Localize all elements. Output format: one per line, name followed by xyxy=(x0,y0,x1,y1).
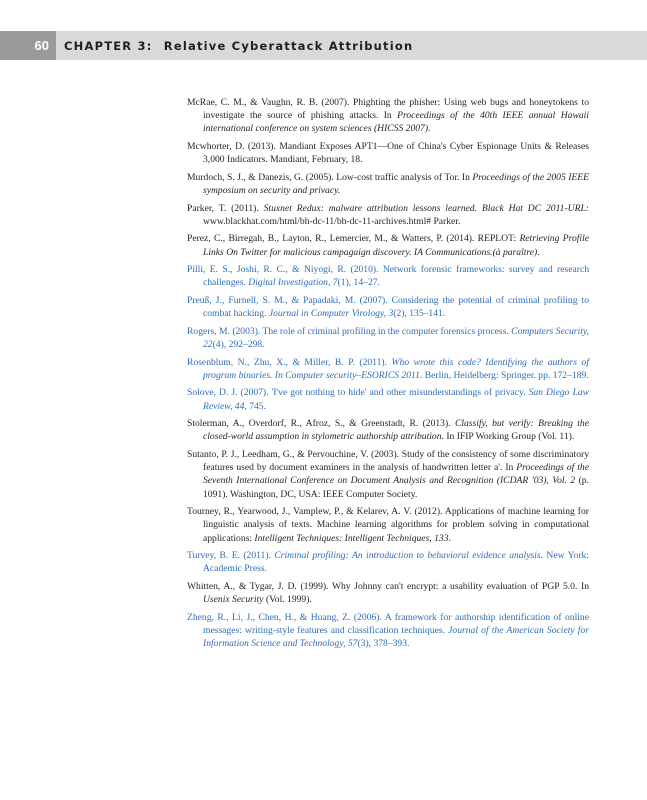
reference-solove[interactable]: Solove, D. J. (2007). 'I've got nothing to hide' and other misunderstandings of privacy. San Diego Law Review, 44, 745. xyxy=(187,387,589,412)
chapter-heading xyxy=(64,39,413,53)
reference-preuss[interactable]: Preuß, J., Furnell, S. M., & Papadaki, M. (2007). Considering the potential of criminal profiling to combat hacking. Journal in Computer Virology, 3(2), 135–141. xyxy=(187,294,589,320)
reference-whitten: Whitten, A., & Tygar, J. D. (1999). Why Johnny can't encrypt: a usability evaluation of PGP 5.0. In Usenix Security (Vol. 1999). xyxy=(187,580,589,606)
reference-murdoch: Murdoch, S. J., & Danezis, G. (2005). Low-cost traffic analysis of Tor. In Proceedings of the 2005 IEEE symposium on security and privacy. xyxy=(187,171,589,196)
chapter-header-band xyxy=(0,31,647,60)
reference-rosenblum[interactable]: Rosenblum, N., Zhu, X., & Miller, B. P. (2011). Who wrote this code? Identifying the authors of program binaries. In Computer security–ESORICS 2011. Berlin, Heidelberg: Springer. pp. 172–189. xyxy=(187,356,589,381)
chapter-label: CHAPTER 3: xyxy=(64,38,153,53)
reference-parker: Parker, T. (2011). Stuxnet Redux: malware attribution lessons learned. Black Hat DC 2011-URL: www.blackhat.com/html/bh-dc-11/bh-dc-11-archives.html# Parker. xyxy=(187,202,589,227)
reference-list xyxy=(187,96,589,655)
reference-pilli[interactable]: Pilli, E. S., Joshi, R. C., & Niyogi, R. (2010). Network forensic frameworks: survey and research challenges. Digital Investigation, 7(1), 14–27. xyxy=(187,264,589,289)
page-number: 60 xyxy=(0,31,56,60)
chapter-title: Relative Cyberattack Attribution xyxy=(163,38,414,53)
reference-rogers[interactable]: Rogers, M. (2003). The role of criminal profiling in the computer forensics process. Computers Security, 22(4), 292–298. xyxy=(187,325,589,350)
reference-zheng[interactable]: Zheng, R., Li, J., Chen, H., & Huang, Z. (2006). A framework for authorship identification of online messages: writing-style features and classification techniques. Journal of the American Society for Information Science and Technology, 57(3), 378–393. xyxy=(187,611,589,650)
reference-stolerman: Stolerman, A., Overdorf, R., Afroz, S., & Greenstadt, R. (2013). Classify, but verify: Breaking the closed-world assumption in stylometric authorship attribution. In IFIP Working Group (Vol. 11). xyxy=(187,418,589,443)
reference-perez: Perez, C., Birregah, B., Layton, R., Lemercier, M., & Watters, P. (2014). REPLOT: Retrieving Profile Links On Twitter for malicious campagaign discovery. IA Communications.(à paraître). xyxy=(187,233,589,258)
reference-tourney: Tourney, R., Yearwood, J., Vamplew, P., & Kelarev, A. V. (2012). Applications of machine learning for linguistic analysis of texts. Machine learning algorithms for problem solving in computational applications: Intelligent Techniques: Intelligent Techniques, 133. xyxy=(187,506,589,544)
reference-sutanto: Sutanto, P. J., Leedham, G., & Pervouchine, V. (2003). Study of the consistency of some discriminatory features used by document examiners in the analysis of handwritten letter a'. In Proceedings of the Seventh International Conference on Document Analysis and Recognition (ICDAR '03), Vol. 2 (p. 1091). Washington, DC, USA: IEEE Computer Society. xyxy=(187,448,589,500)
reference-mcwhorter: Mcwhorter, D. (2013). Mandiant Exposes APT1—One of China's Cyber Espionage Units & Releases 3,000 Indicators. Mandiant, February, 18. xyxy=(187,141,589,166)
reference-turvey[interactable]: Turvey, B. E. (2011). Criminal profiling: An introduction to behavioral evidence analysis. New York: Academic Press. xyxy=(187,550,589,575)
reference-mcrae: McRae, C. M., & Vaughn, R. B. (2007). Phighting the phisher: Using web bugs and honeytokens to investigate the source of phishing attacks. In Proceedings of the 40th IEEE annual Hawaii international conference on system sciences (HICSS 2007). xyxy=(187,97,589,135)
